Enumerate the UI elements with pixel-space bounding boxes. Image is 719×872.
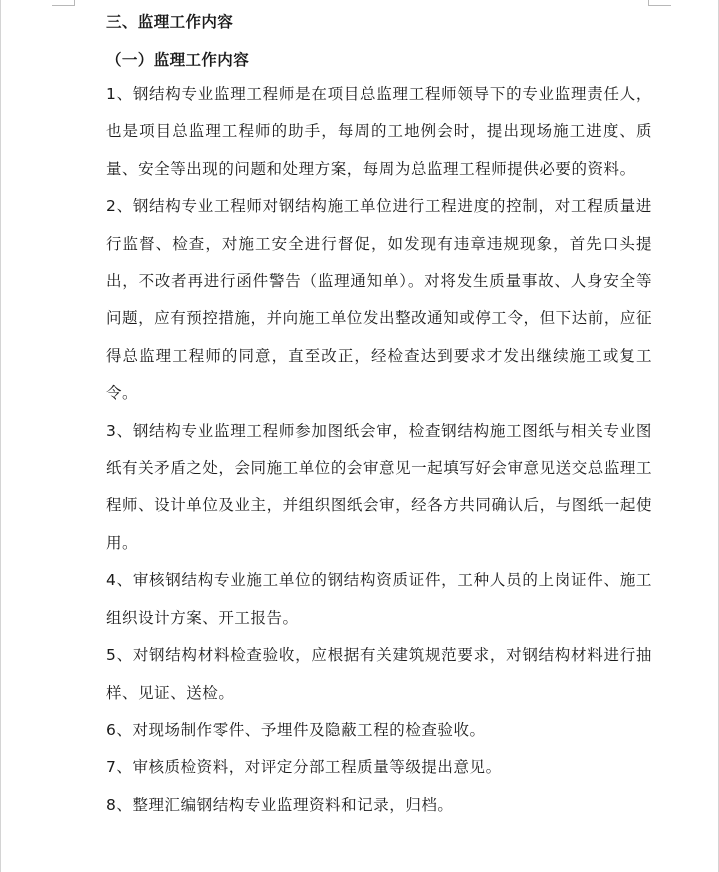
- paragraph-item-4: 4、审核钢结构专业施工单位的钢结构资质证件，工种人员的上岗证件、施工组织设计方案、开工报告。: [106, 571, 652, 627]
- page-left-edge: [0, 0, 1, 872]
- paragraph-list: [106, 76, 652, 824]
- document-body: [106, 11, 652, 824]
- margin-corner-mark-left: [52, 0, 75, 6]
- subsection-heading: （一）监理工作内容: [106, 51, 250, 69]
- margin-corner-mark-right: [648, 0, 671, 6]
- paragraph-item-8: 8、整理汇编钢结构专业监理资料和记录，归档。: [106, 795, 454, 814]
- paragraph-item-3: 3、钢结构专业监理工程师参加图纸会审，检查钢结构施工图纸与相关专业图纸有关矛盾之处，会同施工单位的会审意见一起填写好会审意见送交总监理工程师、设计单位及业主，并组织图纸会审，经各方共同确认后，与图纸一起使用。: [106, 421, 652, 552]
- paragraph-item-1: 1、钢结构专业监理工程师是在项目总监理工程师领导下的专业监理责任人，也是项目总监理工程师的助手，每周的工地例会时，提出现场施工进度、质量、安全等出现的问题和处理方案，每周为总监理工程师提供必要的资料。: [106, 85, 652, 178]
- paragraph-item-7: 7、审核质检资料，对评定分部工程质量等级提出意见。: [106, 758, 502, 777]
- paragraph-item-5: 5、对钢结构材料检查验收，应根据有关建筑规范要求，对钢结构材料进行抽样、见证、送检。: [106, 646, 652, 702]
- section-heading: 三、监理工作内容: [106, 13, 234, 31]
- paragraph-item-2: 2、钢结构专业工程师对钢结构施工单位进行工程进度的控制，对工程质量进行监督、检查，对施工安全进行督促，如发现有违章违规现象，首先口头提出，不改者再进行函件警告（监理通知单）。对将发生质量事故、人身安全等问题，应有预控措施，并向施工单位发出整改通知或停工令，但下达前，应征得总监理工程师的同意，直至改正，经检查达到要求才发出继续施工或复工令。: [106, 197, 652, 403]
- paragraph-item-6: 6、对现场制作零件、予埋件及隐蔽工程的检查验收。: [106, 720, 486, 739]
